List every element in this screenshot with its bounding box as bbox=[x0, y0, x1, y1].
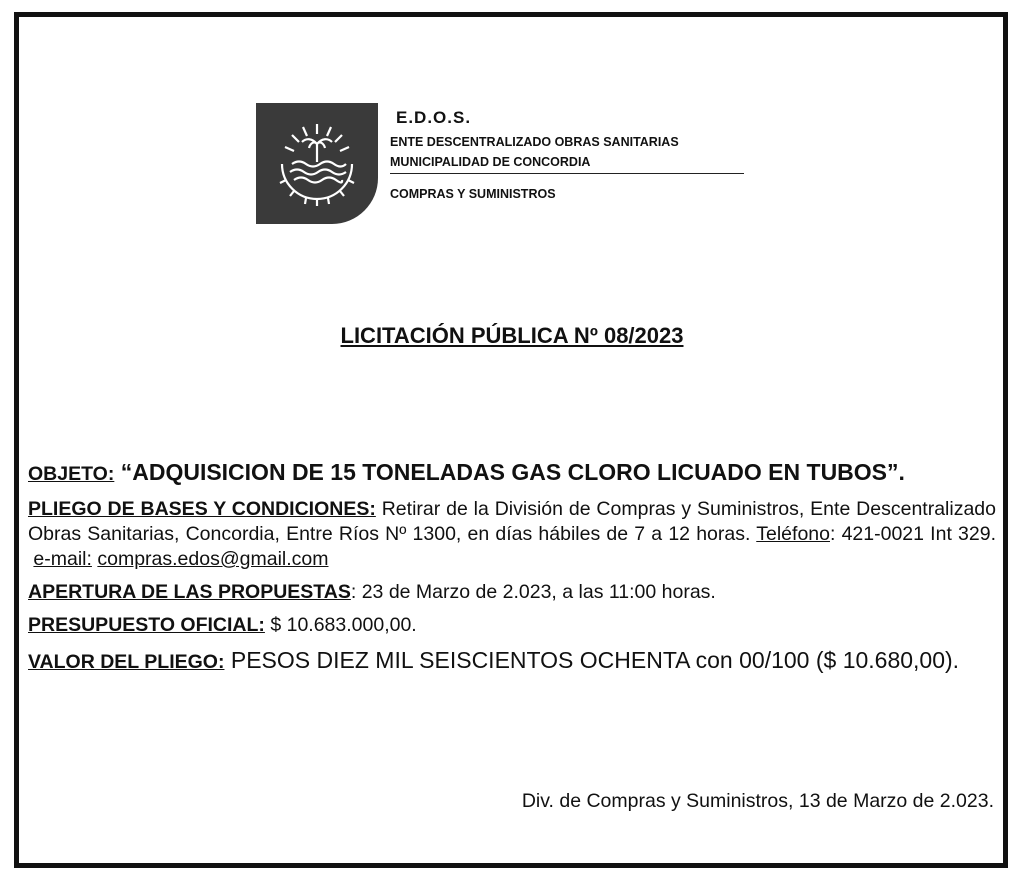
objeto-text: “ADQUISICION DE 15 TONELADAS GAS CLORO LICUADO EN TUBOS”. bbox=[120, 459, 905, 485]
pliego-paragraph bbox=[28, 497, 996, 572]
org-name-line2: MUNICIPALIDAD DE CONCORDIA bbox=[390, 155, 591, 169]
footer-date-line: Div. de Compras y Suministros, 13 de Marzo de 2.023. bbox=[521, 790, 994, 812]
department-name: COMPRAS Y SUMINISTROS bbox=[390, 187, 556, 201]
apertura-label: APERTURA DE LAS PROPUESTAS bbox=[28, 581, 351, 603]
organization-header bbox=[388, 108, 748, 204]
document-body bbox=[28, 458, 996, 684]
apertura-text: : 23 de Marzo de 2.023, a las 11:00 horas. bbox=[350, 581, 716, 603]
phone-value: : 421-0021 Int 329. bbox=[829, 523, 996, 545]
header-divider bbox=[390, 173, 744, 174]
valor-text: PESOS DIEZ MIL SEISCIENTOS OCHENTA con 00/100 ($ 10.680,00). bbox=[230, 647, 960, 673]
title-text: LICITACIÓN PÚBLICA Nº 08/2023 bbox=[340, 323, 684, 348]
edos-logo bbox=[256, 103, 378, 224]
valor-label: VALOR DEL PLIEGO: bbox=[28, 651, 225, 673]
phone-label: Teléfono bbox=[756, 523, 830, 545]
sun-water-gear-icon bbox=[268, 118, 366, 208]
objeto-paragraph bbox=[28, 458, 996, 489]
org-name-line1: ENTE DESCENTRALIZADO OBRAS SANITARIAS bbox=[390, 135, 679, 149]
email-label: e-mail: bbox=[33, 548, 92, 570]
objeto-label: OBJETO: bbox=[28, 463, 115, 485]
apertura-paragraph bbox=[28, 580, 996, 605]
pliego-text: Retirar de la División de Compras y Suministros, Ente Descentralizado Obras Sanitarias, Concordia, Entre Ríos Nº 1300, en días hábiles de 7 a 12 horas. bbox=[28, 498, 996, 545]
document-title bbox=[0, 323, 1024, 349]
presupuesto-paragraph bbox=[28, 613, 996, 638]
email-link[interactable]: compras.edos@gmail.com bbox=[97, 548, 329, 570]
pliego-label: PLIEGO DE BASES Y CONDICIONES: bbox=[28, 498, 376, 520]
org-abbreviation: E.D.O.S. bbox=[396, 108, 472, 127]
presupuesto-text: $ 10.683.000,00. bbox=[270, 614, 417, 636]
presupuesto-label: PRESUPUESTO OFICIAL: bbox=[28, 614, 265, 636]
valor-paragraph bbox=[28, 646, 996, 676]
